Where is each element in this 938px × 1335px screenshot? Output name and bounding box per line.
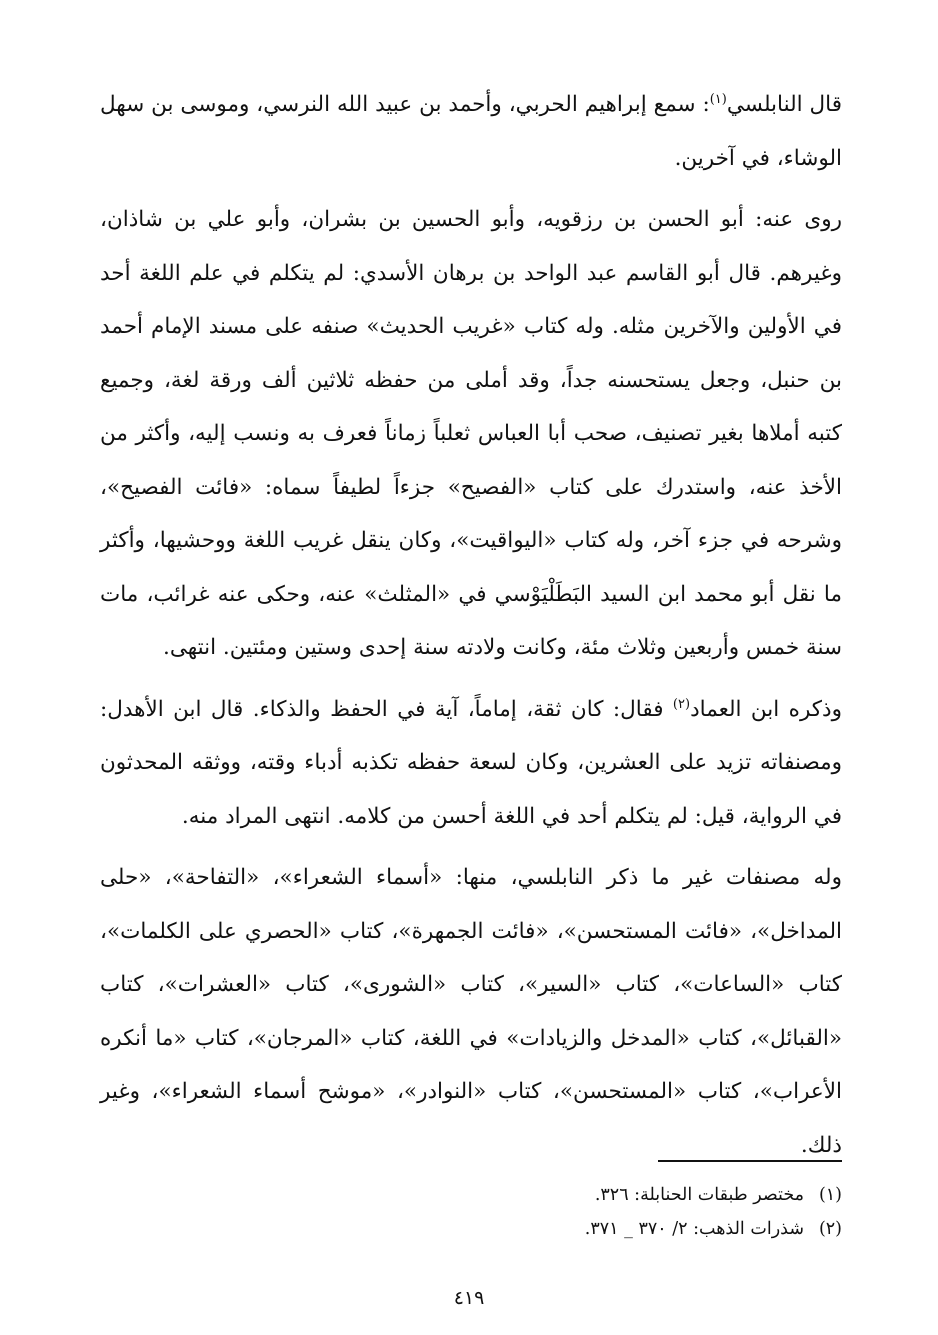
page-number: ٤١٩ bbox=[453, 1287, 485, 1309]
paragraph-1-rest: : سمع إبراهيم الحربي، وأحمد بن عبيد الله النرسي، وموسى بن سهل الوشاء، في آخرين. bbox=[100, 92, 842, 171]
paragraph-2: روى عنه: أبو الحسن بن رزقويه، وأبو الحسين بن بشران، وأبو علي بن شاذان، وغيرهم. قال أبو القاسم عبد الواحد بن برهان الأسدي: لم يتكلم في علم اللغة أحد في الأولين والآخرين مثله. وله كتاب «غريب الحديث» صنفه على مسند الإمام أحمد بن حنبل، وجعل يستحسنه جداً، وقد أملى من حفظه ثلاثين ألف ورقة لغة، وجميع كتبه أملاها بغير تصنيف، صحب أبا العباس ثعلباً زماناً فعرف به ونسب إليه، وأكثر من الأخذ عنه، واستدرك على كتاب «الفصيح» جزءاً لطيفاً سماه: «فائت الفصيح»، وشرحه في جزء آخر، وله كتاب «اليواقيت»، وكان ينقل غريب اللغة ووحشيها، وأكثر ما نقل أبو محمد ابن السيد البَطَلْيَوْسي في «المثلث» عنه، وحكى عنه غرائب، مات سنة خمس وأربعين وثلاث مئة، وكانت ولادته سنة إحدى وستين ومئتين. انتهى. bbox=[100, 207, 842, 660]
footnote-1-text: مختصر طبقات الحنابلة: ٣٢٦. bbox=[594, 1185, 804, 1205]
footnote-1-number: (١) bbox=[818, 1185, 842, 1205]
footnote-ref-1: (١) bbox=[709, 91, 727, 107]
paragraph-3 bbox=[100, 683, 842, 844]
footnote-divider bbox=[658, 1160, 842, 1162]
footnote-2-text: شذرات الذهب: ٢/ ٣٧٠ _ ٣٧١. bbox=[584, 1219, 804, 1239]
paragraph-3-lead: وذكره ابن العماد bbox=[690, 696, 842, 722]
paragraph-1 bbox=[100, 78, 842, 185]
footnotes bbox=[100, 1178, 842, 1246]
paragraph-1-lead: قال النابلسي bbox=[726, 92, 842, 117]
footnote-1 bbox=[100, 1178, 842, 1212]
paragraph-3-rest: فقال: كان ثقة، إماماً، آية في الحفظ والذكاء. قال ابن الأهدل: ومصنفاته تزيد على العشرين، وكان لسعة حفظه تكذبه أدباء وقته، ووثقه المحدثون في الرواية، قيل: لم يتكلم أحد في اللغة أحسن من كلامه. انتهى المراد منه. bbox=[100, 696, 842, 829]
paragraph-4: وله مصنفات غير ما ذكر النابلسي، منها: «أسماء الشعراء»، «التفاحة»، «حلى المداخل»، «فائت المستحسن»، «فائت الجمهرة»، كتاب «الحصري على الكلمات»، كتاب «الساعات»، كتاب «السير»، كتاب «الشورى»، كتاب «العشرات»، كتاب «القبائل»، كتاب «المدخل والزيادات» في اللغة، كتاب «المرجان»، كتاب «ما أنكره الأعراب»، كتاب «المستحسن»، كتاب «النوادر»، «موشح أسماء الشعراء»، وغير ذلك. bbox=[100, 865, 842, 1158]
footnote-ref-2: (٢) bbox=[672, 696, 691, 712]
main-text bbox=[100, 78, 842, 1172]
footnote-2 bbox=[100, 1212, 842, 1246]
footnote-2-number: (٢) bbox=[818, 1219, 842, 1239]
